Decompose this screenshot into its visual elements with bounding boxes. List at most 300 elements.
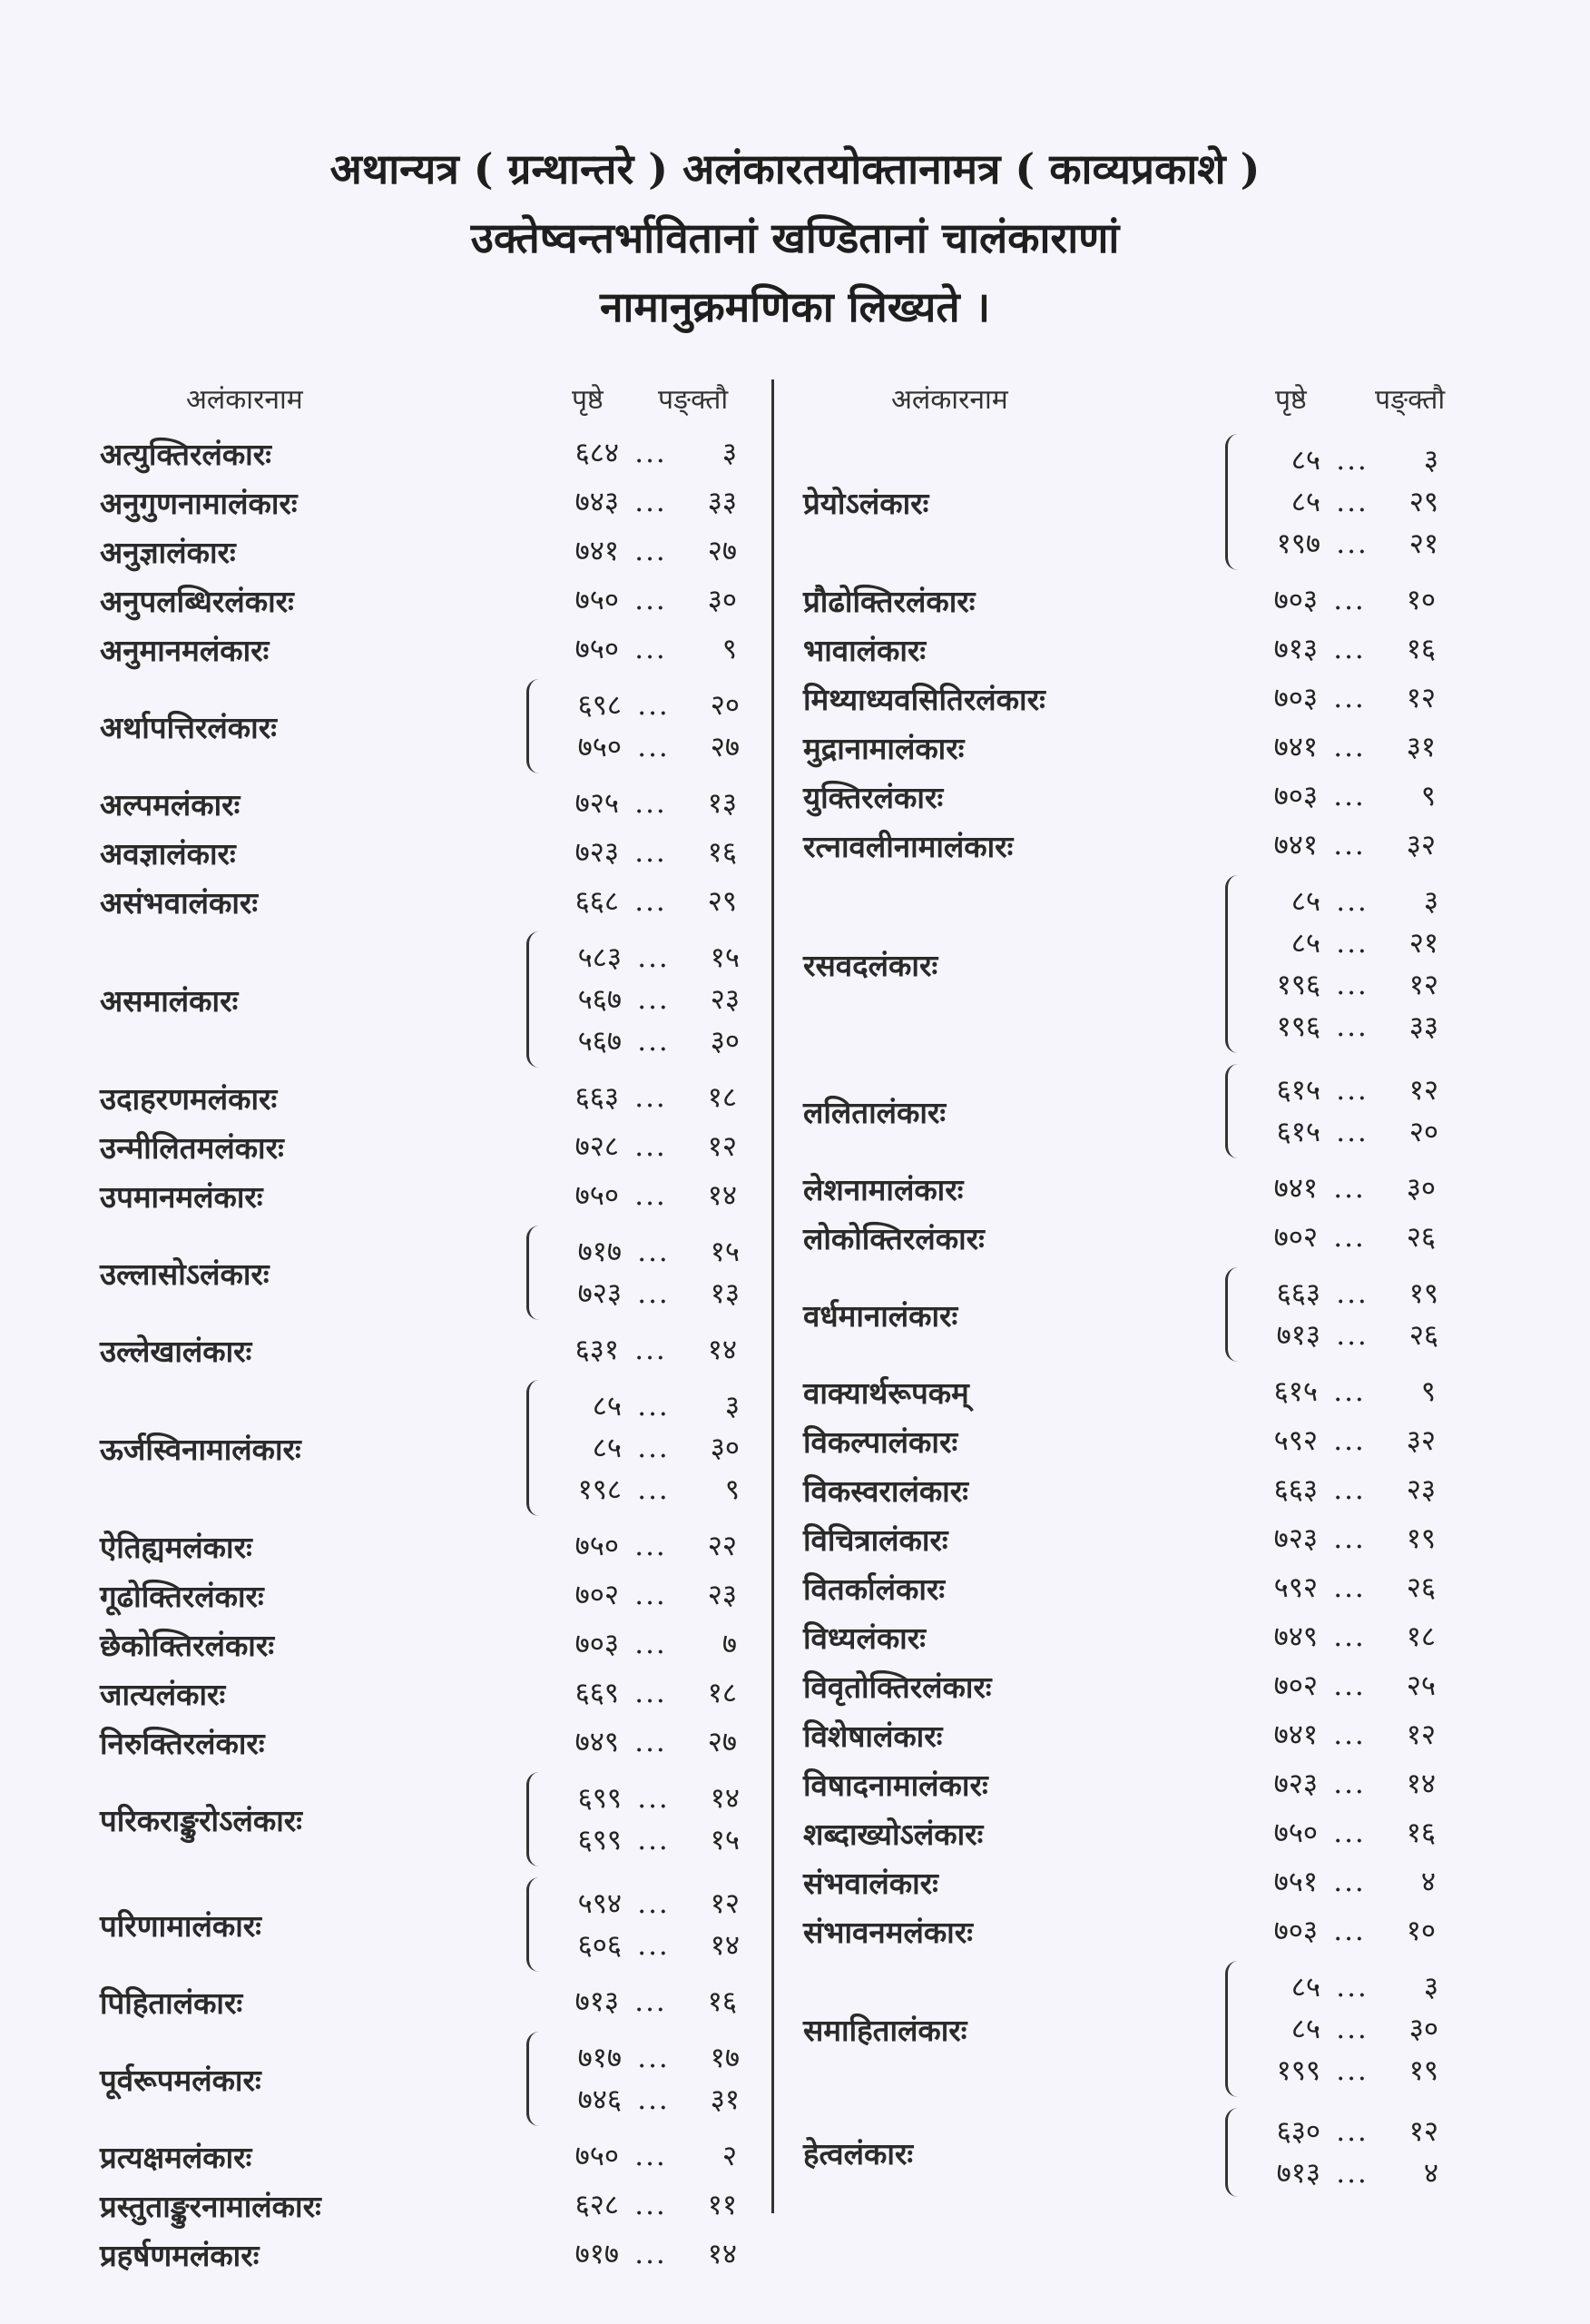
leader-dots: ... — [1336, 1971, 1369, 2004]
index-entry — [100, 1521, 753, 1571]
page-reference — [546, 1175, 737, 1216]
index-entry — [803, 576, 1457, 625]
page-reference — [1248, 1315, 1438, 1356]
entry-references — [1225, 1661, 1436, 1710]
page-reference — [1248, 881, 1438, 922]
page-reference — [1245, 1420, 1436, 1462]
line-number: १४ — [710, 1929, 740, 1962]
leader-dots: ... — [1336, 486, 1369, 518]
entry-name: मिथ्याध्यवसितिरलंकारः — [803, 681, 1045, 717]
page-reference — [549, 726, 740, 768]
leader-dots: ... — [1333, 682, 1366, 714]
entry-references — [526, 1872, 740, 1977]
leader-dots: ... — [634, 2189, 667, 2221]
line-number: २६ — [1408, 1319, 1438, 1352]
index-entry — [100, 625, 753, 674]
brace-icon — [526, 1723, 541, 1761]
line-number: १७ — [710, 2042, 740, 2074]
leader-dots: ... — [1336, 969, 1369, 1001]
entry-references — [526, 428, 737, 478]
line-number: १२ — [1408, 969, 1438, 1001]
page-number: ७०३ — [1273, 584, 1318, 616]
header-page: पृष्ठे — [572, 384, 604, 416]
page-reference — [549, 1231, 740, 1273]
entry-references — [526, 1718, 737, 1767]
page-reference — [546, 579, 737, 621]
index-entry — [803, 1857, 1457, 1906]
line-number: १४ — [710, 1782, 740, 1815]
index-entry — [803, 1262, 1457, 1367]
leader-dots: ... — [1336, 2013, 1369, 2045]
brace-icon — [526, 1177, 541, 1215]
page-reference — [1245, 1469, 1436, 1511]
entry-name: परिकराङ्कुरोऽलंकारः — [100, 1802, 302, 1838]
brace-icon — [1225, 777, 1240, 815]
page-reference — [549, 979, 740, 1020]
leader-dots: ... — [1333, 780, 1366, 812]
leader-dots: ... — [637, 1887, 670, 1920]
column-divider — [771, 379, 774, 2213]
page-number: ७५० — [574, 2140, 619, 2172]
index-entry — [803, 1164, 1457, 1213]
page-reference — [1245, 1371, 1436, 1413]
line-number: १६ — [1406, 1817, 1436, 1849]
leader-dots: ... — [634, 1985, 667, 2018]
line-number: ४ — [1423, 2157, 1438, 2190]
page-number: ७०३ — [574, 1628, 619, 1660]
page-number: ७५० — [574, 1179, 619, 1212]
page-reference — [1248, 2050, 1438, 2092]
leader-dots: ... — [1333, 829, 1366, 862]
page-number: ७५१ — [1273, 1866, 1318, 1898]
entry-name: वितर्कालंकारः — [803, 1571, 946, 1607]
leader-dots: ... — [1336, 2115, 1369, 2148]
line-number: ३० — [1406, 1172, 1436, 1205]
page-reference — [546, 530, 737, 572]
page-reference — [549, 2037, 740, 2079]
entry-name: पिहितालंकारः — [100, 1984, 243, 2021]
right-column-header — [803, 374, 1457, 428]
brace-icon — [526, 1625, 541, 1663]
leader-dots: ... — [634, 836, 667, 869]
brace-icon — [526, 1527, 541, 1565]
entry-name: हेत्वलंकारः — [803, 2135, 914, 2171]
leader-dots: ... — [637, 1782, 670, 1815]
page-number: १९९ — [1276, 2054, 1320, 2087]
entry-references — [1225, 1563, 1436, 1612]
brace-icon — [1225, 1169, 1240, 1207]
page-reference — [546, 1329, 737, 1371]
entry-name: अवज्ञालंकारः — [100, 835, 236, 872]
page-reference — [549, 1925, 740, 1966]
brace-icon — [1225, 1912, 1240, 1950]
page-number: ८५ — [592, 1390, 622, 1423]
page-number: १९६ — [1276, 969, 1320, 1001]
leader-dots: ... — [637, 1390, 670, 1423]
header-line: पङ्क्तौ — [1375, 384, 1446, 416]
page-number: ६८४ — [574, 437, 619, 469]
index-entry — [803, 1465, 1457, 1514]
brace-icon — [526, 2186, 541, 2224]
page-number: ७१७ — [577, 2042, 622, 2074]
entry-references — [526, 478, 737, 527]
page-reference — [546, 832, 737, 873]
brace-icon — [526, 483, 541, 521]
entry-name: मुद्रानामालंकारः — [803, 730, 965, 766]
page-reference — [549, 2079, 740, 2121]
line-number: २३ — [1406, 1473, 1436, 1506]
index-entry — [100, 1073, 753, 1122]
entry-name: विशेषालंकारः — [803, 1718, 943, 1754]
entry-references — [526, 1374, 740, 1521]
leader-dots: ... — [1336, 1010, 1369, 1043]
page-reference — [1248, 481, 1438, 523]
page-number: ७४९ — [1273, 1620, 1318, 1653]
brace-icon — [1225, 1667, 1240, 1705]
leader-dots: ... — [634, 1530, 667, 1562]
index-entry — [100, 428, 753, 478]
brace-icon — [526, 532, 541, 570]
leader-dots: ... — [1336, 1319, 1369, 1352]
index-entry — [803, 1906, 1457, 1955]
entry-references — [526, 1220, 740, 1325]
page-reference — [1248, 964, 1438, 1006]
index-entry — [100, 527, 753, 576]
page-number: ७१७ — [574, 2238, 619, 2270]
line-number: १४ — [1406, 1768, 1436, 1800]
line-number: १५ — [710, 941, 740, 974]
line-number: २६ — [1406, 1571, 1436, 1604]
page-reference — [1245, 1518, 1436, 1560]
entry-name: ऐतिह्यमलंकारः — [100, 1529, 252, 1565]
index-entry — [803, 1416, 1457, 1465]
index-entry — [803, 1213, 1457, 1262]
entry-name: समाहितालंकारः — [803, 2012, 967, 2048]
line-number: २ — [721, 2140, 737, 2172]
entry-name: अर्थापत्तिरलंकारः — [100, 709, 277, 745]
brace-icon — [526, 1877, 544, 1972]
leader-dots: ... — [637, 689, 670, 722]
left-column — [100, 374, 753, 2279]
page-reference — [546, 432, 737, 474]
page-reference — [1245, 1910, 1436, 1952]
entry-name: असंभवालंकारः — [100, 884, 259, 921]
entry-name: गूढोक्तिरलंकारः — [100, 1578, 264, 1614]
leader-dots: ... — [1336, 927, 1369, 960]
left-entry-list — [100, 428, 753, 2279]
line-number: २६ — [1406, 1221, 1436, 1254]
page-reference — [549, 1819, 740, 1861]
line-number: २९ — [707, 885, 737, 918]
line-number: १९ — [1408, 2054, 1438, 2087]
line-number: ३ — [724, 1390, 740, 1423]
leader-dots: ... — [1333, 1669, 1366, 1702]
line-number: ३ — [721, 437, 737, 469]
page-number: ६६३ — [574, 1081, 619, 1114]
entry-references — [1225, 1955, 1438, 2102]
brace-icon — [1225, 875, 1242, 1053]
entry-references — [526, 828, 737, 877]
page-number: ७१३ — [1276, 1319, 1320, 1352]
brace-icon — [1225, 1218, 1240, 1256]
entry-name: असमालंकारः — [100, 982, 239, 1019]
leader-dots: ... — [1333, 1221, 1366, 1254]
brace-icon — [1225, 434, 1242, 570]
entry-name: युक्तिरलंकारः — [803, 779, 944, 815]
line-number: २० — [1408, 1116, 1438, 1148]
leader-dots: ... — [634, 885, 667, 918]
page-number: ६२८ — [574, 2189, 619, 2221]
brace-icon — [1225, 630, 1240, 668]
leader-dots: ... — [634, 1628, 667, 1660]
brace-icon — [1225, 1569, 1240, 1607]
line-number: ३० — [710, 1025, 740, 1058]
brace-icon — [1225, 1863, 1240, 1901]
page-number: ७०३ — [1273, 780, 1318, 812]
leader-dots: ... — [634, 2140, 667, 2172]
line-number: ९ — [721, 633, 737, 665]
entry-name: उल्लासोऽलंकारः — [100, 1256, 270, 1292]
page-reference — [546, 628, 737, 670]
page-number: १९७ — [1276, 527, 1320, 560]
entry-references — [526, 527, 737, 576]
index-entry — [100, 1872, 753, 1977]
page-reference — [1245, 824, 1436, 866]
leader-dots: ... — [634, 787, 667, 820]
entry-references — [526, 2230, 737, 2279]
line-number: १८ — [707, 1081, 737, 1114]
page-reference — [546, 2184, 737, 2226]
page-number: ७१३ — [1273, 633, 1318, 665]
page-reference — [1248, 439, 1438, 481]
page-number: ८५ — [1291, 2013, 1320, 2045]
index-entry — [100, 1374, 753, 1521]
brace-icon — [526, 1331, 541, 1369]
entry-references — [1225, 428, 1438, 576]
entry-name: उल्लेखालंकारः — [100, 1333, 252, 1369]
page-reference — [549, 1427, 740, 1469]
brace-icon — [526, 2137, 541, 2175]
line-number: १० — [1406, 1915, 1436, 1947]
brace-icon — [526, 2032, 544, 2126]
header-page: पृष्ठे — [1275, 384, 1307, 416]
entry-name: विचित्रालंकारः — [803, 1521, 948, 1558]
entry-references — [526, 1521, 737, 1571]
leader-dots: ... — [637, 1824, 670, 1856]
entry-references — [1225, 1808, 1436, 1857]
leader-dots: ... — [1336, 2054, 1369, 2087]
line-number: ३१ — [710, 2083, 740, 2116]
entry-references — [1225, 625, 1436, 674]
entry-name: लोकोक्तिरलंकारः — [803, 1220, 985, 1256]
page-reference — [1245, 677, 1436, 719]
line-number: १४ — [707, 1179, 737, 1212]
entry-name: संभावनमलंकारः — [803, 1914, 973, 1950]
page-reference — [546, 1721, 737, 1763]
page-reference — [546, 783, 737, 824]
entry-references — [526, 926, 740, 1073]
line-number: २५ — [1406, 1669, 1436, 1702]
brace-icon — [1225, 1814, 1240, 1852]
brace-icon — [526, 1078, 541, 1117]
entry-name: लेशनामालंकारः — [803, 1171, 964, 1207]
brace-icon — [1225, 826, 1240, 864]
line-number: १२ — [710, 1887, 740, 1920]
leader-dots: ... — [637, 1432, 670, 1464]
page-number: ७२८ — [574, 1130, 619, 1163]
entry-name: अनुपलब्धिरलंकारः — [100, 583, 294, 619]
entry-references — [526, 1073, 737, 1122]
leader-dots: ... — [634, 486, 667, 518]
line-number: ९ — [1420, 780, 1436, 812]
page-reference — [1245, 579, 1436, 621]
index-entry — [803, 870, 1457, 1059]
index-entry — [803, 1059, 1457, 1164]
entry-name: ललितालंकारः — [803, 1094, 947, 1130]
page-number: ५६७ — [577, 1025, 622, 1058]
leader-dots: ... — [634, 2238, 667, 2270]
page-reference — [546, 481, 737, 523]
page-number: ६१५ — [1276, 1074, 1320, 1107]
page-number: ७४९ — [574, 1726, 619, 1758]
entry-references — [1225, 772, 1436, 821]
brace-icon — [1225, 1373, 1240, 1411]
page-reference — [1248, 2111, 1438, 2152]
heading-line-1: अथान्यत्र ( ग्रन्थान्तरे ) अलंकारतयोक्तानामत्र ( काव्यप्रकाशे ) — [329, 144, 1261, 193]
page-number: ८५ — [1291, 444, 1320, 477]
line-number: १२ — [707, 1130, 737, 1163]
brace-icon — [526, 2235, 541, 2273]
brace-icon — [526, 931, 544, 1068]
right-column — [803, 374, 1457, 2202]
entry-references — [526, 877, 737, 926]
brace-icon — [1225, 728, 1240, 766]
page-number: ७०२ — [1273, 1221, 1318, 1254]
brace-icon — [526, 833, 541, 872]
page-number: ६६८ — [574, 885, 619, 918]
page-reference — [546, 1525, 737, 1567]
index-entry — [100, 576, 753, 625]
leader-dots: ... — [1333, 1473, 1366, 1506]
page-number: ८५ — [592, 1432, 622, 1464]
entry-name: अत्युक्तिरलंकारः — [100, 436, 271, 472]
page-reference — [1245, 628, 1436, 670]
index-entry — [100, 1620, 753, 1669]
brace-icon — [526, 1576, 541, 1614]
right-entry-list — [803, 428, 1457, 2202]
entry-name: प्रस्तुताङ्कुरनामालंकारः — [100, 2188, 321, 2224]
leader-dots: ... — [637, 983, 670, 1016]
page-number: ७४३ — [574, 486, 619, 518]
entry-references — [1225, 1164, 1436, 1213]
line-number: ३ — [1423, 1971, 1438, 2004]
index-entry — [803, 625, 1457, 674]
index-entry — [803, 821, 1457, 870]
index-entry — [100, 1767, 753, 1872]
entry-name: अल्पमलंकारः — [100, 786, 240, 822]
index-entry — [803, 1367, 1457, 1416]
entry-name: प्रेयोऽलंकारः — [803, 485, 929, 521]
line-number: २३ — [707, 1579, 737, 1611]
page-reference — [1245, 1216, 1436, 1258]
page-reference — [549, 1273, 740, 1315]
brace-icon — [1225, 1765, 1240, 1803]
page-number: ७४१ — [1273, 1718, 1318, 1751]
entry-references — [526, 2181, 737, 2230]
entry-references — [1225, 1759, 1436, 1808]
heading-line-3: नामानुक्रमणिका लिख्यते । — [599, 282, 991, 331]
page-reference — [1245, 775, 1436, 817]
page-reference — [1248, 2008, 1438, 2050]
entry-name: वाक्यार्थरूपकम् — [803, 1374, 969, 1411]
leader-dots: ... — [637, 1025, 670, 1058]
page-reference — [546, 1672, 737, 1714]
leader-dots: ... — [1336, 885, 1369, 918]
entry-name: रसवदलंकारः — [803, 947, 938, 983]
index-entry — [100, 1171, 753, 1220]
leader-dots: ... — [1333, 584, 1366, 616]
entry-references — [526, 1571, 737, 1620]
entry-name: विध्यलंकारः — [803, 1620, 926, 1656]
page-number: ७०३ — [1273, 682, 1318, 714]
leader-dots: ... — [634, 1179, 667, 1212]
line-number: ३२ — [1406, 829, 1436, 862]
leader-dots: ... — [634, 535, 667, 567]
brace-icon — [1225, 679, 1240, 717]
brace-icon — [1225, 1471, 1240, 1509]
line-number: १३ — [710, 1277, 740, 1310]
entry-name: छेकोक्तिरलंकारः — [100, 1627, 274, 1663]
page-number: १९६ — [1276, 1010, 1320, 1043]
page-number: ७५० — [574, 1530, 619, 1562]
line-number: २१ — [1408, 527, 1438, 560]
page-number: ६१५ — [1273, 1375, 1318, 1408]
page-reference — [1245, 726, 1436, 768]
page-number: ७५० — [574, 633, 619, 665]
line-number: १४ — [707, 1334, 737, 1366]
entry-name: प्रौढोक्तिरलंकारः — [803, 583, 976, 619]
page-reference — [549, 1777, 740, 1819]
entry-name: जात्यलंकारः — [100, 1676, 226, 1712]
entry-name: परिणामालंकारः — [100, 1907, 261, 1944]
header-line: पङ्क्तौ — [658, 384, 729, 416]
entry-references — [1225, 821, 1436, 870]
index-entry — [803, 1808, 1457, 1857]
line-number: ३ — [1423, 885, 1438, 918]
entry-name: विकल्पालंकारः — [803, 1423, 958, 1460]
brace-icon — [526, 581, 541, 619]
header-name: अलंकारनाम — [891, 384, 1008, 416]
entry-name: प्रहर्षणमलंकारः — [100, 2237, 260, 2273]
page-number: ७४१ — [1273, 731, 1318, 763]
brace-icon — [526, 784, 541, 822]
leader-dots: ... — [637, 1929, 670, 1962]
leader-dots: ... — [1333, 1424, 1366, 1457]
index-entry — [100, 2181, 753, 2230]
line-number: १२ — [1408, 1074, 1438, 1107]
page-reference — [1248, 1966, 1438, 2008]
entry-references — [1225, 1416, 1436, 1465]
leader-dots: ... — [1336, 2157, 1369, 2190]
index-entry — [100, 1122, 753, 1171]
leader-dots: ... — [1333, 1571, 1366, 1604]
entry-references — [1225, 1710, 1436, 1759]
page-number: १९८ — [577, 1473, 622, 1506]
page-number: ६६३ — [1273, 1473, 1318, 1506]
line-number: १८ — [707, 1677, 737, 1709]
brace-icon — [1225, 2108, 1242, 2197]
entry-name: रत्नावलीनामालंकारः — [803, 828, 1014, 864]
